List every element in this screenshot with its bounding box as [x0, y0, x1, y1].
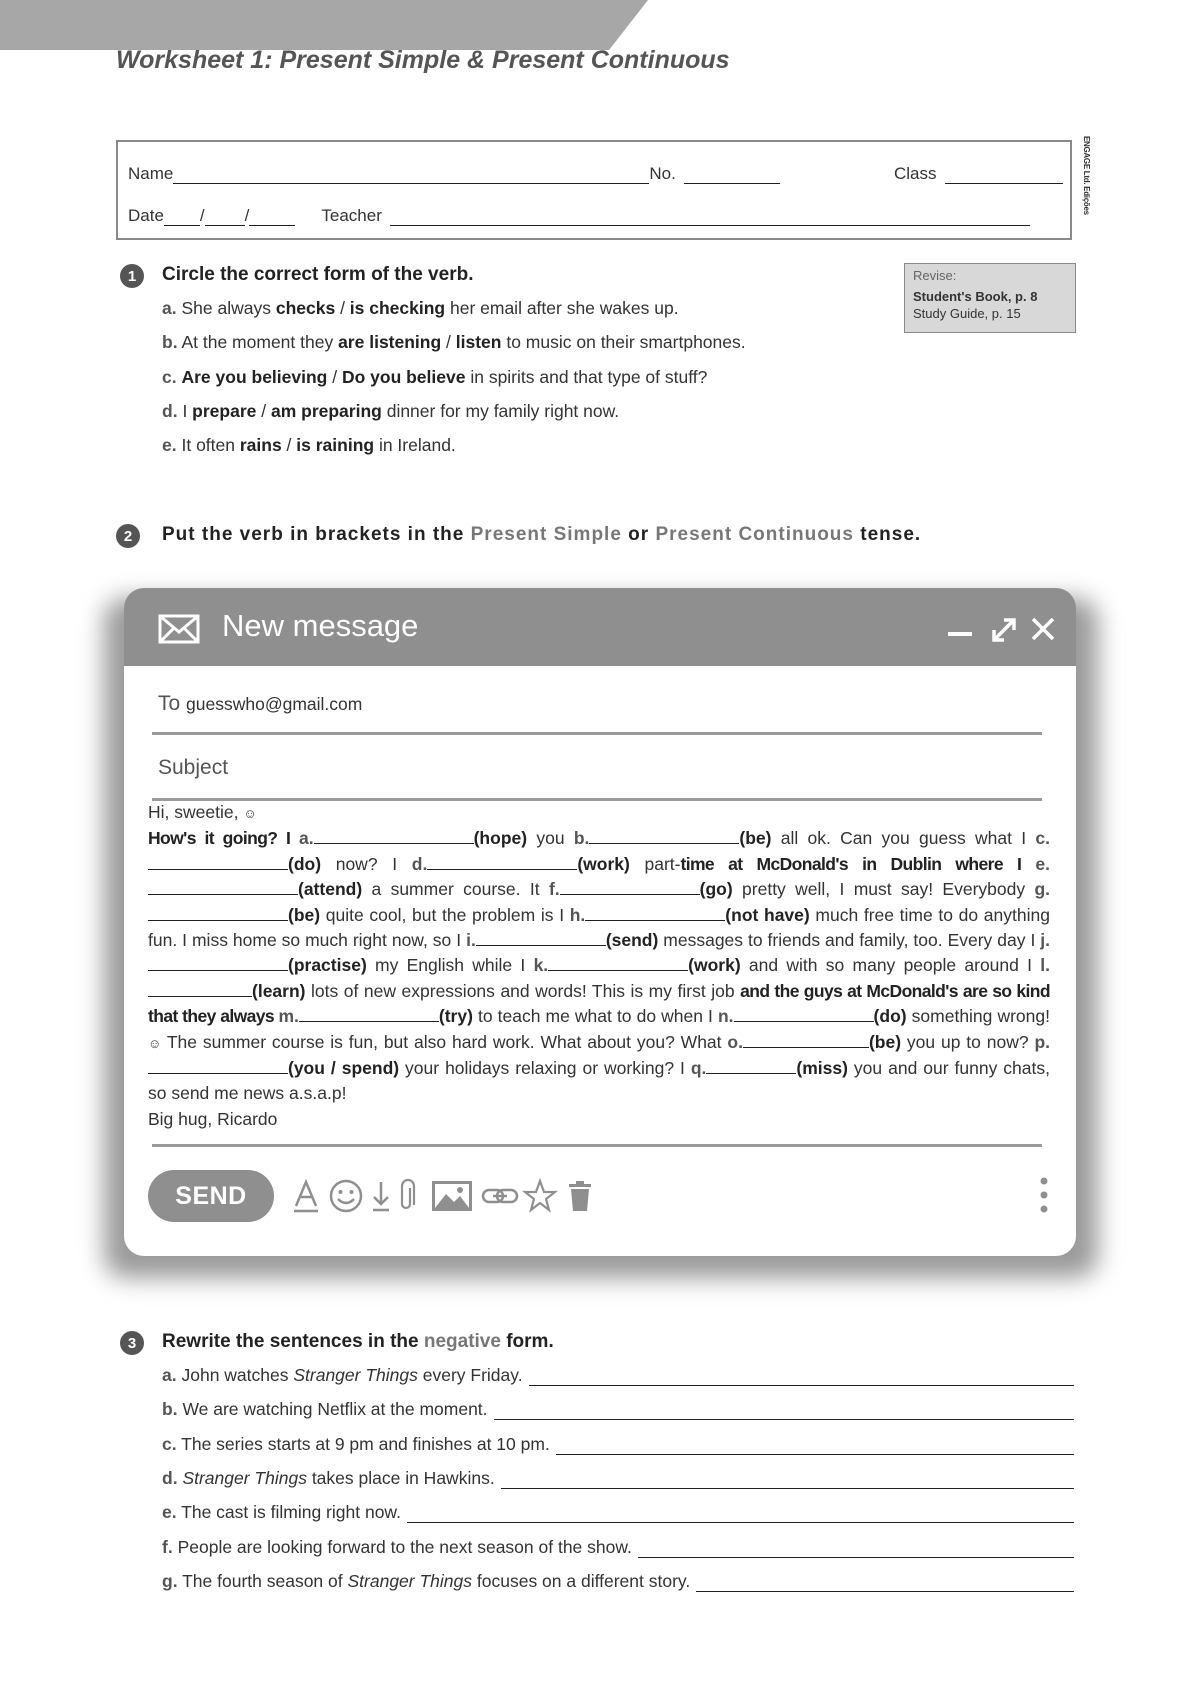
instruction-text: Rewrite the sentences in the: [162, 1331, 424, 1352]
verb-hint: (do): [873, 1006, 907, 1027]
option-separator: /: [256, 401, 271, 421]
verb-option[interactable]: is checking: [349, 298, 446, 318]
verb-option[interactable]: am preparing: [270, 401, 382, 421]
body-text: much free time to do anything fun. I miss home so much right now, so I: [148, 904, 1050, 951]
body-text: and the guys at McDonald's are so kind that they always: [148, 980, 1050, 1027]
item-letter: f.: [162, 1537, 173, 1557]
link-icon[interactable]: [480, 1174, 520, 1218]
item-sentence: [162, 1537, 632, 1558]
blank-o[interactable]: [743, 1031, 869, 1048]
item-text: We are watching Netflix at the moment.: [182, 1399, 488, 1419]
answer-line[interactable]: [638, 1539, 1074, 1558]
exercise-1-item: [162, 435, 456, 456]
minimize-icon[interactable]: [946, 618, 974, 638]
more-options-icon[interactable]: [1036, 1172, 1052, 1218]
item-sentence: [162, 1571, 690, 1592]
number-field[interactable]: [684, 165, 780, 184]
item-letter: e.: [162, 1502, 177, 1522]
exercise-3-item: [162, 1434, 1074, 1455]
date-month-field[interactable]: [205, 207, 245, 226]
exercise-3-item: [162, 1571, 1074, 1592]
email-body: [148, 800, 1050, 1132]
item-sentence: [162, 1468, 495, 1489]
verb-option[interactable]: listen: [455, 332, 502, 352]
exercise-1-item: [162, 332, 746, 353]
signoff: Big hug, Ricardo: [148, 1108, 278, 1129]
expand-icon[interactable]: [990, 616, 1018, 644]
verb-hint: (hope): [473, 828, 528, 849]
revise-title: Revise:: [913, 268, 957, 283]
verb-hint: (go): [699, 879, 733, 900]
item-text: It often: [181, 435, 240, 455]
to-label: To: [158, 692, 181, 715]
blank-letter: e.: [1035, 853, 1050, 874]
item-text: her email after she wakes up.: [445, 298, 679, 318]
mail-icon: [158, 614, 200, 644]
body-text: The summer course is fun, but also hard work. What about you? What: [161, 1031, 728, 1052]
item-letter: g.: [162, 1571, 178, 1591]
exercise-3-number: 3: [120, 1331, 144, 1355]
email-paragraph: [148, 826, 1050, 1106]
instruction-highlight: Present Continuous: [655, 524, 854, 545]
item-sentence: [162, 1434, 550, 1455]
verb-hint: (do): [288, 853, 322, 874]
exercise-1-item: [162, 298, 679, 319]
body-text: something wrong!: [906, 1006, 1050, 1027]
exercise-3-instruction: [162, 1331, 554, 1353]
close-icon[interactable]: [1030, 616, 1056, 642]
instruction-text: Put the verb in brackets in the: [162, 524, 471, 545]
blank-a[interactable]: [314, 827, 474, 844]
item-text: At the moment they: [181, 332, 339, 352]
blank-letter: f.: [548, 879, 560, 900]
item-text: John watches: [181, 1365, 294, 1385]
item-text: The cast is filming right now.: [181, 1502, 401, 1522]
number-label: No.: [649, 164, 676, 183]
blank-j[interactable]: [148, 954, 288, 971]
item-letter: a.: [162, 1365, 177, 1385]
verb-hint: (learn): [252, 980, 306, 1001]
attach-icon[interactable]: [394, 1174, 424, 1218]
body-text: lots of new expressions and words! This is my first job: [305, 980, 741, 1001]
teacher-field[interactable]: [390, 207, 1030, 226]
item-text: dinner for my family right now.: [381, 401, 620, 421]
date-separator: /: [244, 206, 250, 225]
class-field[interactable]: [945, 165, 1063, 184]
page-title: Worksheet 1: Present Simple & Present Continuous: [116, 46, 730, 74]
instruction-highlight: Present Simple: [470, 524, 622, 545]
exercise-3-item: [162, 1365, 1074, 1386]
body-text: and with so many people around I: [740, 955, 1041, 976]
date-row: [128, 206, 1030, 226]
item-text: People are looking forward to the next season of the show.: [177, 1537, 632, 1557]
body-text: my English while I: [366, 955, 534, 976]
item-letter: b.: [162, 1399, 178, 1419]
body-text: you: [527, 828, 574, 849]
teacher-label: Teacher: [321, 206, 382, 225]
blank-i[interactable]: [476, 929, 606, 946]
blank-letter: g.: [1034, 879, 1051, 900]
exercise-1-item: [162, 401, 619, 422]
answer-line[interactable]: [407, 1504, 1074, 1523]
body-text: all ok. Can you guess what I: [771, 828, 1036, 849]
item-text: in spirits and that type of stuff?: [465, 367, 708, 387]
blank-f[interactable]: [560, 878, 700, 895]
verb-hint: (you / spend): [288, 1058, 400, 1079]
verb-option[interactable]: prepare: [192, 401, 257, 421]
option-separator: /: [441, 332, 456, 352]
blank-letter: n.: [717, 1006, 734, 1027]
item-letter: d.: [162, 1468, 178, 1488]
verb-hint: (send): [605, 930, 659, 951]
revise-guide: Study Guide, p. 15: [913, 306, 1021, 321]
divider: [152, 732, 1042, 735]
item-text: focuses on a different story.: [472, 1571, 691, 1591]
item-letter: a.: [162, 298, 177, 318]
item-text: every Friday.: [417, 1365, 523, 1385]
greeting: [148, 800, 1050, 826]
exercise-2-number: 2: [116, 524, 140, 548]
verb-hint: (not have): [725, 904, 810, 925]
show-title: Stranger Things: [347, 1571, 473, 1591]
option-separator: /: [327, 367, 342, 387]
date-separator: /: [199, 206, 205, 225]
answer-line[interactable]: [494, 1401, 1074, 1420]
blank-n[interactable]: [734, 1005, 874, 1022]
verb-option[interactable]: Are you believing: [181, 367, 328, 387]
verb-option[interactable]: rains: [239, 435, 282, 455]
item-text: She always: [181, 298, 276, 318]
class-label: Class: [894, 164, 937, 183]
blank-letter: a.: [299, 828, 314, 849]
item-text: I: [182, 401, 193, 421]
date-day-field[interactable]: [164, 207, 200, 226]
body-text: part-: [629, 853, 681, 874]
to-field[interactable]: [158, 692, 362, 716]
blank-l[interactable]: [148, 980, 252, 997]
body-text: messages to friends and family, too. Every day I: [658, 930, 1041, 951]
email-header: [124, 588, 1076, 666]
body-text: quite cool, but the problem is I: [320, 904, 570, 925]
blank-letter: q.: [690, 1058, 707, 1079]
body-text: How's it going? I: [148, 828, 299, 849]
body-text: you and our funny chats, so send me news a.s.a.p!: [148, 1058, 1050, 1104]
blank-letter: o.: [727, 1031, 743, 1052]
exercise-3-item: [162, 1537, 1074, 1558]
show-title: Stranger Things: [293, 1365, 418, 1385]
blank-letter: c.: [1035, 828, 1050, 849]
email-title: New message: [222, 608, 419, 643]
blank-d[interactable]: [427, 853, 577, 870]
blank-b[interactable]: [589, 827, 739, 844]
date-label: Date: [128, 206, 164, 225]
blank-h[interactable]: [585, 904, 725, 921]
item-letter: b.: [162, 332, 178, 352]
answer-line[interactable]: [696, 1573, 1074, 1592]
smiley-icon: ☺: [148, 1035, 162, 1051]
exercise-3-item: [162, 1502, 1074, 1523]
item-text: to music on their smartphones.: [501, 332, 746, 352]
item-letter: c.: [162, 367, 177, 387]
exercise-1-number: 1: [120, 264, 144, 288]
answer-line[interactable]: [529, 1367, 1074, 1386]
class-row: [894, 164, 1063, 184]
item-letter: c.: [162, 1434, 177, 1454]
option-separator: /: [335, 298, 350, 318]
exercise-2-instruction: [162, 524, 921, 546]
text-format-icon[interactable]: [286, 1174, 326, 1218]
verb-hint: (work): [577, 853, 630, 874]
blank-p[interactable]: [148, 1057, 288, 1074]
blank-e[interactable]: [148, 878, 298, 895]
blank-letter: b.: [573, 828, 590, 849]
blank-g[interactable]: [148, 904, 288, 921]
verb-option[interactable]: checks: [275, 298, 336, 318]
greeting-text: Hi, sweetie,: [148, 802, 239, 822]
item-letter: d.: [162, 401, 178, 421]
item-text: takes place in Hawkins.: [306, 1468, 495, 1488]
blank-c[interactable]: [148, 853, 288, 870]
email-card: [124, 588, 1076, 1256]
item-text: The series starts at 9 pm and finishes at 10 pm.: [181, 1434, 550, 1454]
copyright-notice: ENGAGE Ltd. Edições: [1082, 136, 1091, 215]
instruction-text: tense.: [853, 524, 922, 545]
divider: [152, 1144, 1042, 1147]
blank-letter: d.: [411, 853, 428, 874]
verb-hint: (attend): [298, 879, 363, 900]
to-value: guesswho@gmail.com: [186, 694, 363, 714]
body-text: time at McDonald's in Dublin where I: [680, 853, 1036, 874]
exercise-1-instruction: Circle the correct form of the verb.: [162, 264, 474, 285]
blank-letter: j.: [1040, 930, 1050, 951]
verb-hint: (practise): [288, 955, 367, 976]
header-tab: [0, 0, 648, 50]
body-text: to teach me what to do when I: [472, 1006, 718, 1027]
blank-k[interactable]: [548, 954, 688, 971]
verb-hint: (work): [688, 955, 741, 976]
instruction-text: form.: [500, 1331, 554, 1352]
verb-hint: (miss): [796, 1058, 848, 1079]
item-text: The fourth season of: [182, 1571, 348, 1591]
blank-letter: p.: [1034, 1031, 1051, 1052]
blank-letter: m.: [278, 1006, 299, 1027]
answer-line[interactable]: [556, 1436, 1074, 1455]
student-info-box: [116, 140, 1072, 240]
name-label: Name: [128, 164, 174, 183]
item-sentence: [162, 1365, 523, 1386]
exercise-1-item: [162, 367, 707, 388]
blank-letter: k.: [533, 955, 549, 976]
verb-hint: (try): [438, 1006, 473, 1027]
verb-option[interactable]: Do you believe: [341, 367, 466, 387]
send-button[interactable]: SEND: [148, 1170, 274, 1222]
instruction-highlight: negative: [423, 1331, 501, 1352]
verb-option[interactable]: is raining: [296, 435, 375, 455]
emoji-icon[interactable]: [326, 1174, 366, 1218]
revise-book: Student's Book, p. 8: [913, 289, 1038, 304]
blank-letter: i.: [466, 930, 476, 951]
image-icon[interactable]: [428, 1174, 476, 1218]
answer-line[interactable]: [501, 1470, 1074, 1489]
download-icon[interactable]: [366, 1174, 396, 1218]
item-letter: e.: [162, 435, 177, 455]
blank-q[interactable]: [706, 1057, 796, 1074]
name-field[interactable]: [173, 165, 649, 184]
instruction-text: or: [621, 524, 656, 545]
blank-letter: l.: [1040, 955, 1050, 976]
trash-icon[interactable]: [560, 1174, 600, 1218]
name-row: [128, 164, 780, 184]
verb-option[interactable]: are listening: [338, 332, 442, 352]
blank-letter: h.: [569, 904, 586, 925]
blank-m[interactable]: [299, 1005, 439, 1022]
item-sentence: [162, 1502, 401, 1523]
subject-field[interactable]: Subject: [158, 756, 229, 779]
show-title: Stranger Things: [182, 1468, 307, 1488]
option-separator: /: [281, 435, 297, 455]
body-text: a summer course. It: [362, 879, 549, 900]
star-icon[interactable]: [520, 1174, 560, 1218]
smiley-icon: ☺: [243, 806, 257, 821]
body-text: pretty well, I must say! Everybody: [732, 879, 1035, 900]
verb-hint: (be): [739, 828, 772, 849]
exercise-3-item: [162, 1399, 1074, 1420]
revise-box: [904, 263, 1076, 333]
body-text: you up to now?: [901, 1031, 1035, 1052]
verb-hint: (be): [288, 904, 321, 925]
date-year-field[interactable]: [249, 207, 295, 226]
exercise-3-item: [162, 1468, 1074, 1489]
body-text: your holidays relaxing or working? I: [399, 1058, 691, 1079]
item-sentence: [162, 1399, 488, 1420]
item-text: in Ireland.: [374, 435, 456, 455]
verb-hint: (be): [868, 1031, 902, 1052]
body-text: now? I: [321, 853, 412, 874]
